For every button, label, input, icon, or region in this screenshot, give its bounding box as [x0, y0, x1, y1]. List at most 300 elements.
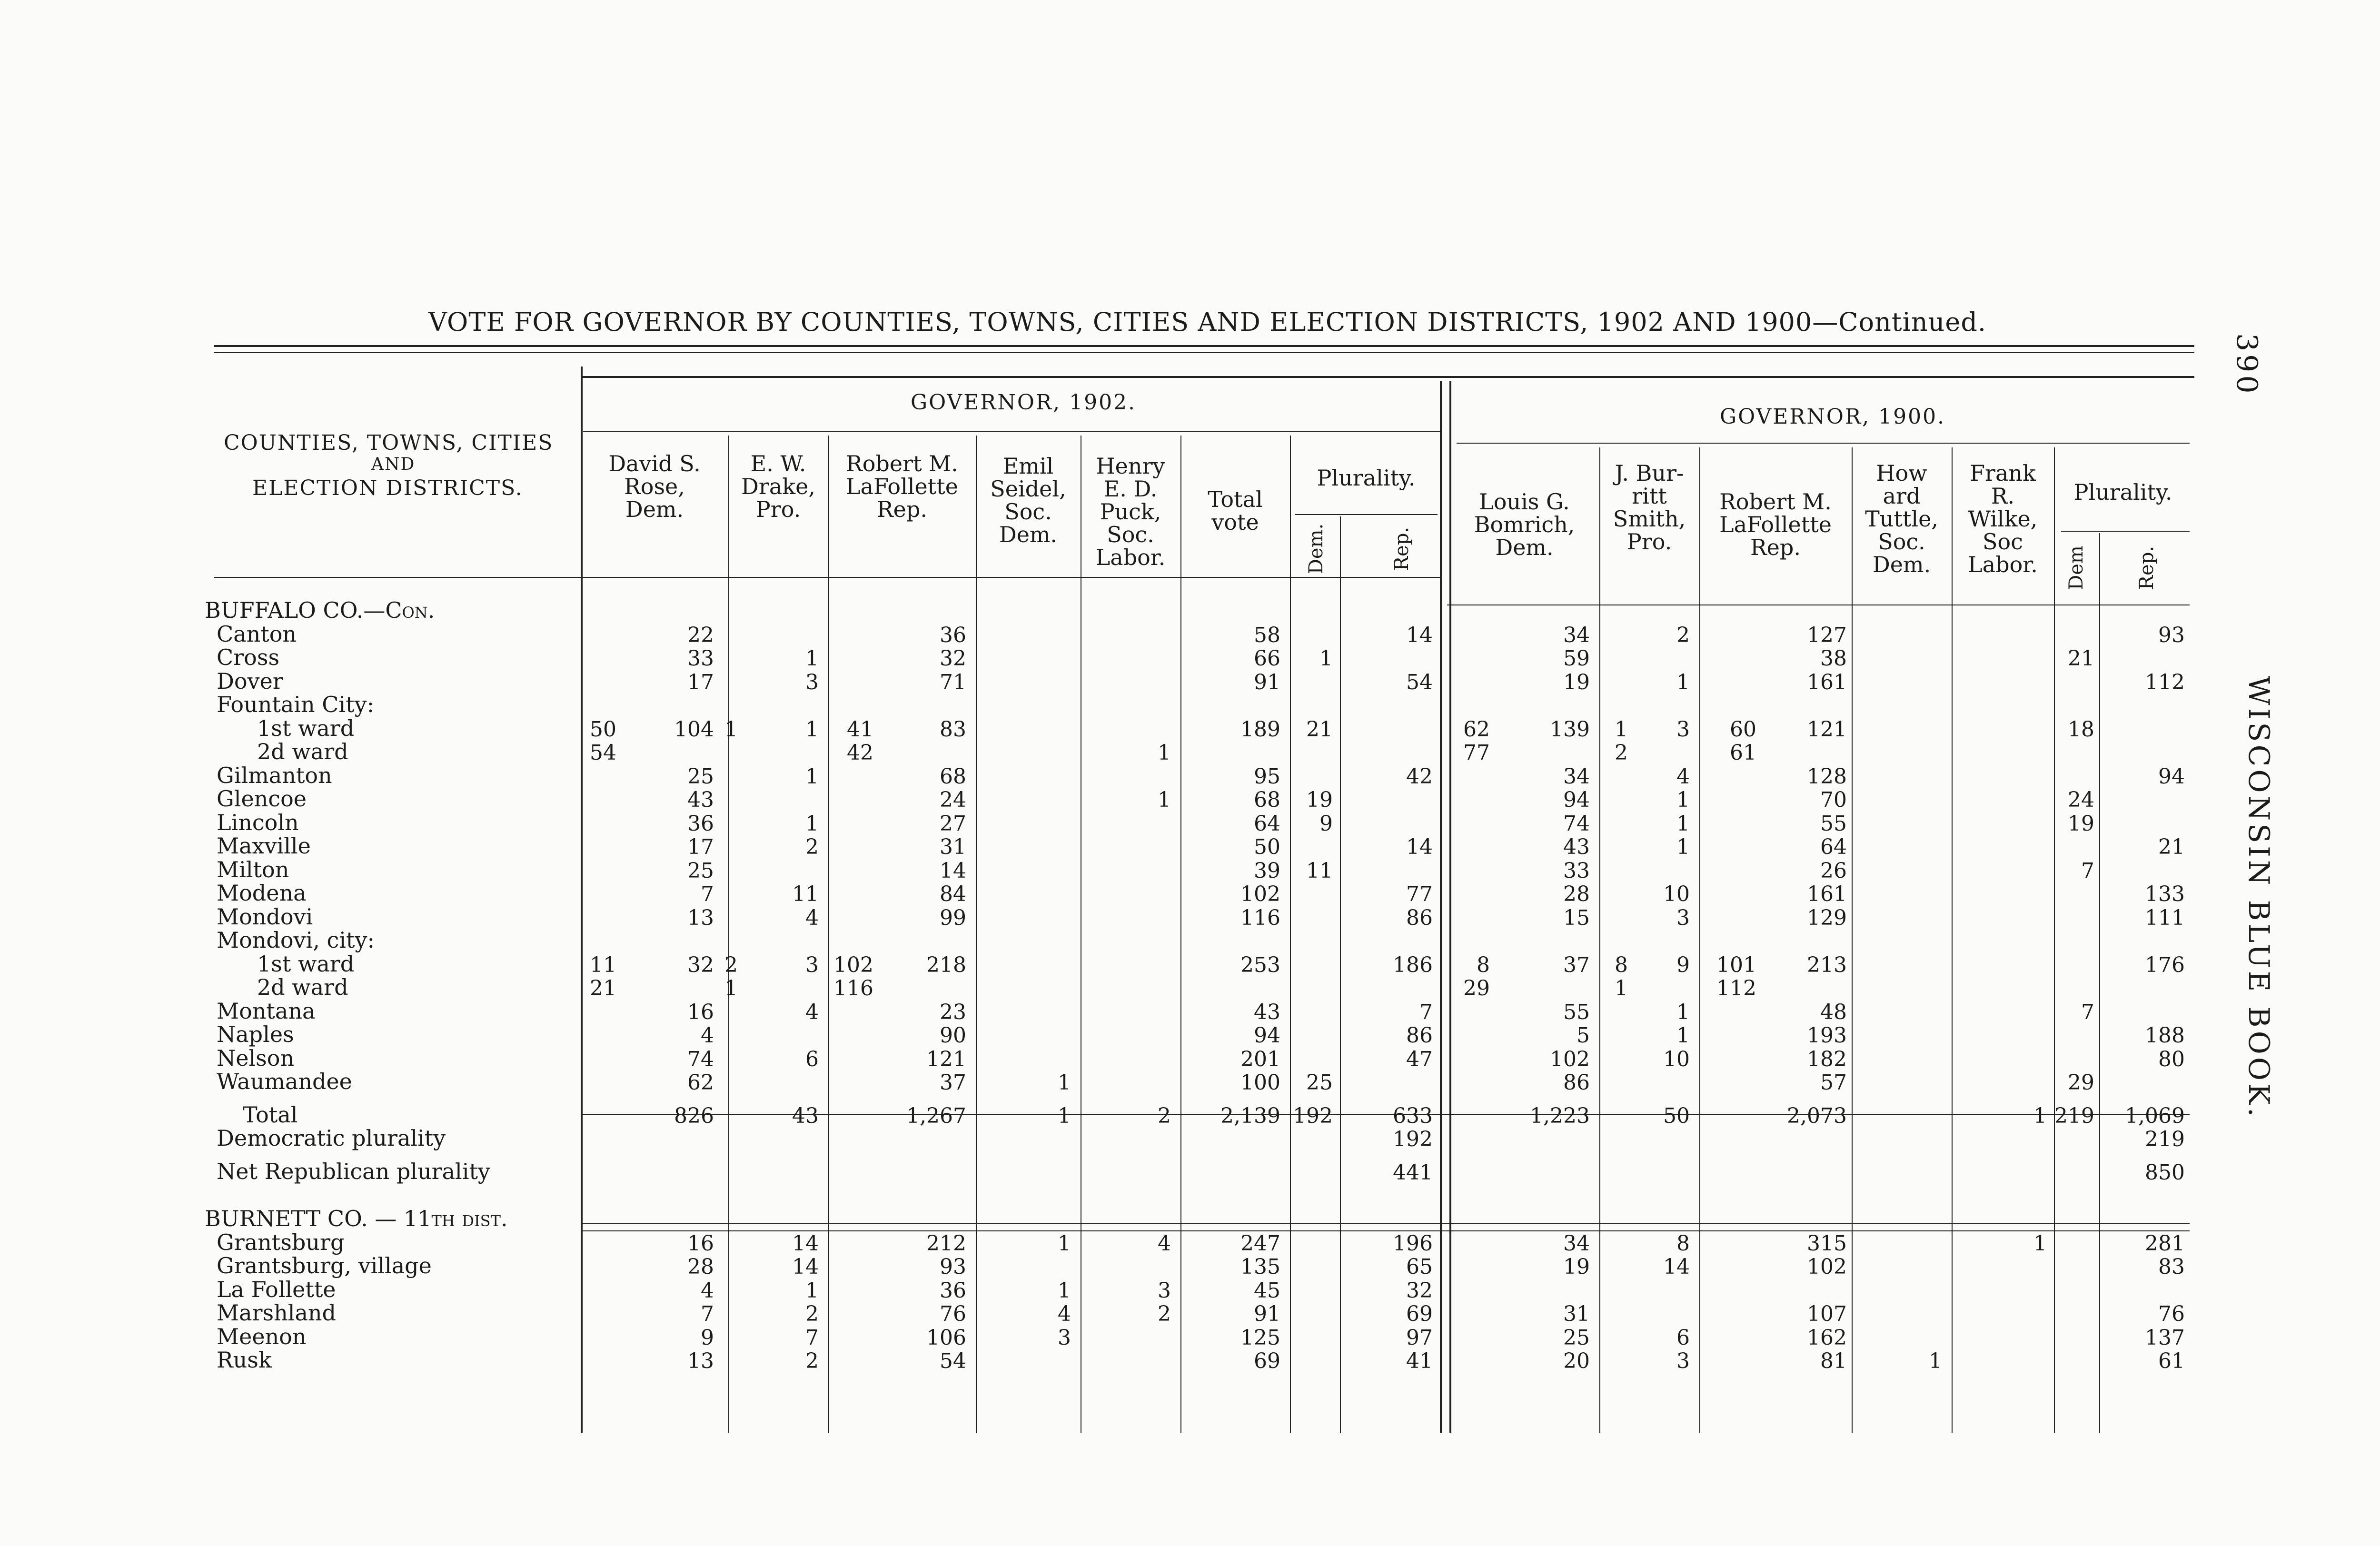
table-cell: 1 [1058, 1103, 1071, 1128]
row-label: Lincoln [217, 809, 299, 835]
table-cell: 1 [1676, 811, 1690, 836]
table-cell: 50 [1254, 835, 1280, 859]
y1902-col-header-3 [978, 455, 1078, 546]
table-cell: 19 [2068, 811, 2094, 836]
table-cell: 36 [687, 811, 714, 836]
y1900-col-header-3 [1854, 462, 1949, 576]
col-rule-7 [1290, 436, 1291, 1433]
y1902-col-header-4-line: Labor. [1095, 545, 1166, 570]
table-cell: 33 [687, 646, 714, 671]
table-cell: 80 [2158, 1047, 2185, 1071]
y1902-col-header-4 [1083, 455, 1178, 569]
table-cell: 83 [2158, 1255, 2185, 1279]
row-label: Grantsburg, village [217, 1253, 432, 1278]
table-cell: 128 [1807, 764, 1847, 789]
y1900-col-header-4-line: Soc [1983, 529, 2023, 555]
col-rule-1 [581, 367, 583, 1433]
table-cell: 13 [687, 905, 714, 930]
table-cell: 19 [1563, 1255, 1590, 1279]
y1900-col-header-0 [1452, 490, 1597, 559]
table-cell: 1 [805, 764, 819, 789]
table-cell: 10 [1663, 882, 1690, 906]
table-cell: 2 [724, 952, 738, 977]
table-cell: 189 [1240, 717, 1280, 742]
col-rule-15 [2054, 447, 2055, 1433]
table-cell: 77 [1406, 882, 1433, 906]
table-cell: 192 [1293, 1103, 1333, 1128]
table-cell: 6 [1676, 1325, 1690, 1350]
table-cell: 192 [1393, 1127, 1433, 1151]
y1900-col-header-1-line: Pro. [1626, 529, 1672, 555]
table-cell: 41 [1406, 1349, 1433, 1373]
y1902-col-header-3-line: Emil [1002, 453, 1054, 479]
table-cell: 34 [1563, 1231, 1590, 1256]
table-cell: 94 [1563, 788, 1590, 812]
table-cell: 62 [1463, 717, 1490, 742]
y1900-col-header-4-line: Frank [1970, 460, 2036, 486]
table-cell: 61 [2158, 1349, 2185, 1373]
table-cell: 24 [2068, 788, 2094, 812]
table-cell: 50 [590, 717, 616, 742]
row-label: Waumandee [217, 1069, 352, 1094]
total-rule [581, 1114, 2190, 1115]
table-cell: 139 [1550, 717, 1590, 742]
top-rule [214, 345, 2194, 347]
table-cell: 11 [590, 952, 616, 977]
table-cell: 47 [1406, 1047, 1433, 1071]
table-cell: 7 [701, 882, 714, 906]
table-cell: 62 [687, 1070, 714, 1095]
table-cell: 101 [1716, 952, 1756, 977]
dem-header-1900: Dem [2065, 545, 2087, 590]
table-cell: 65 [1406, 1255, 1433, 1279]
table-cell: 74 [1563, 811, 1590, 836]
table-cell: 1 [724, 976, 738, 1001]
table-cell: 7 [2081, 1000, 2094, 1024]
table-cell: 4 [1058, 1302, 1071, 1326]
table-cell: 54 [590, 741, 616, 765]
group-rule-1902 [583, 431, 1440, 432]
row-label: Total [243, 1101, 298, 1128]
dem-header-1902: Dem. [1305, 523, 1327, 575]
table-cell: 4 [701, 1278, 714, 1303]
table-cell: 1 [1676, 670, 1690, 694]
row-label: Cross [217, 644, 280, 670]
table-cell: 14 [1663, 1255, 1690, 1279]
table-cell: 315 [1807, 1231, 1847, 1256]
table-cell: 3 [805, 670, 819, 694]
table-cell: 6 [805, 1047, 819, 1071]
table-cell: 104 [674, 717, 714, 742]
county-heading: BURNETT CO. — 11th dist. [205, 1206, 508, 1231]
table-cell: 1 [805, 811, 819, 836]
table-cell: 3 [1676, 905, 1690, 930]
table-cell: 26 [1820, 858, 1847, 883]
table-cell: 36 [940, 1278, 966, 1303]
table-cell: 1,223 [1530, 1103, 1590, 1128]
table-cell: 16 [687, 1000, 714, 1024]
table-cell: 219 [2145, 1127, 2185, 1151]
table-cell: 161 [1807, 670, 1847, 694]
table-cell: 13 [687, 1349, 714, 1373]
group-header-1902: GOVERNOR, 1902. [910, 390, 1137, 415]
table-cell: 68 [940, 764, 966, 789]
group-header-1900: GOVERNOR, 1900. [1719, 405, 1946, 429]
col-rule-14 [1952, 447, 1953, 1433]
table-cell: 23 [940, 1000, 966, 1024]
table-cell: 186 [1393, 952, 1433, 977]
table-cell: 25 [687, 764, 714, 789]
table-cell: 20 [1563, 1349, 1590, 1373]
table-cell: 8 [1477, 952, 1490, 977]
y1900-col-header-4-line: Labor. [1968, 552, 2038, 577]
row-label: Fountain City: [217, 692, 375, 717]
y1902-col-header-4-line: Soc. [1107, 522, 1154, 547]
y1900-col-header-4 [1954, 462, 2052, 576]
table-cell: 54 [1406, 670, 1433, 694]
row-label: Mondovi, city: [217, 927, 375, 953]
table-cell: 3 [1058, 1325, 1071, 1350]
table-cell: 9 [1319, 811, 1333, 836]
table-cell: 1 [1615, 976, 1628, 1001]
table-cell: 8 [1615, 952, 1628, 977]
table-cell: 7 [701, 1302, 714, 1326]
y1900-col-header-2-line: Rep. [1750, 535, 1801, 560]
table-cell: 70 [1820, 788, 1847, 812]
table-cell: 219 [2054, 1103, 2094, 1128]
table-cell: 102 [1240, 882, 1280, 906]
table-cell: 69 [1406, 1302, 1433, 1326]
y1900-col-header-1-line: Smith, [1613, 506, 1686, 532]
table-cell: 102 [1807, 1255, 1847, 1279]
y1902-col-header-5 [1183, 488, 1288, 534]
table-cell: 43 [687, 788, 714, 812]
table-cell: 3 [1676, 717, 1690, 742]
row-label: 1st ward [257, 715, 355, 741]
table-cell: 135 [1240, 1255, 1280, 1279]
table-cell: 25 [687, 858, 714, 883]
table-cell: 34 [1563, 764, 1590, 789]
table-cell: 37 [1563, 952, 1590, 977]
table-cell: 162 [1807, 1325, 1847, 1350]
top-rule-3 [581, 376, 2194, 378]
row-label: Milton [217, 856, 289, 882]
table-cell: 21 [2158, 835, 2185, 859]
table-cell: 4 [1158, 1231, 1171, 1256]
y1902-col-header-0 [583, 452, 726, 521]
y1902-col-header-3-line: Seidel, [990, 476, 1066, 502]
table-cell: 2 [1676, 623, 1690, 647]
y1900-col-header-0-line: Bomrich, [1474, 512, 1575, 537]
table-cell: 54 [940, 1349, 966, 1373]
table-cell: 24 [940, 788, 966, 812]
group-rule-1900 [1457, 443, 2190, 444]
table-cell: 50 [1663, 1103, 1690, 1128]
y1902-col-header-5-line: Total [1208, 486, 1263, 512]
plurality-rule-1900 [2061, 531, 2190, 532]
y1902-col-header-0-line: David S. [608, 451, 701, 476]
table-cell: 94 [2158, 764, 2185, 789]
y1900-col-header-2-line: LaFollette [1719, 512, 1832, 537]
table-cell: 2 [805, 835, 819, 859]
table-cell: 176 [2145, 952, 2185, 977]
y1902-col-header-3-line: Dem. [999, 522, 1058, 547]
table-cell: 111 [2145, 905, 2185, 930]
y1902-col-header-1-line: E. W. [750, 451, 806, 476]
table-cell: 1 [724, 717, 738, 742]
y1902-col-header-2-line: Rep. [877, 496, 927, 522]
table-cell: 129 [1807, 905, 1847, 930]
y1900-col-header-2 [1702, 490, 1849, 559]
y1900-col-header-1-line: ritt [1632, 483, 1667, 509]
table-cell: 116 [1240, 905, 1280, 930]
table-cell: 16 [687, 1231, 714, 1256]
table-cell: 213 [1807, 952, 1847, 977]
table-cell: 107 [1807, 1302, 1847, 1326]
table-cell: 3 [1158, 1278, 1171, 1303]
y1902-col-header-2-line: LaFollette [846, 474, 958, 499]
y1900-col-header-4-line: Wilke, [1968, 506, 2038, 532]
table-cell: 7 [805, 1325, 819, 1350]
table-cell: 1 [1676, 1000, 1690, 1024]
table-cell: 212 [926, 1231, 966, 1256]
y1900-col-header-3-line: How [1876, 460, 1927, 486]
table-cell: 1 [2033, 1103, 2047, 1128]
table-cell: 17 [687, 670, 714, 694]
table-cell: 42 [847, 741, 873, 765]
counties-header-3: ELECTION DISTRICTS. [252, 476, 523, 500]
table-cell: 29 [1463, 976, 1490, 1001]
table-cell: 68 [1254, 788, 1280, 812]
table-cell: 1 [1058, 1070, 1071, 1095]
rep-header-1900: Rep. [2136, 545, 2158, 590]
col-rule-16 [2099, 533, 2100, 1433]
table-cell: 45 [1254, 1278, 1280, 1303]
table-cell: 1 [1676, 835, 1690, 859]
y1902-col-header-4-line: Henry [1096, 453, 1165, 479]
net-plurality-rule-2 [581, 1230, 2190, 1231]
y1900-col-header-2-line: Robert M. [1719, 489, 1832, 515]
row-label: Rusk [217, 1347, 272, 1373]
table-cell: 125 [1240, 1325, 1280, 1350]
y1900-col-header-0-line: Dem. [1495, 535, 1554, 560]
table-cell: 37 [940, 1070, 966, 1095]
col-rule-13 [1852, 447, 1853, 1433]
counties-header-1: COUNTIES, TOWNS, CITIES [224, 431, 554, 455]
plurality-header-1902: Plurality. [1317, 465, 1416, 491]
table-cell: 25 [1563, 1325, 1590, 1350]
table-cell: 21 [1306, 717, 1333, 742]
table-cell: 27 [940, 811, 966, 836]
table-cell: 121 [1807, 717, 1847, 742]
table-cell: 25 [1306, 1070, 1333, 1095]
table-cell: 64 [1254, 811, 1280, 836]
table-cell: 60 [1730, 717, 1756, 742]
y1902-col-header-0-line: Dem. [625, 496, 684, 522]
table-cell: 94 [1254, 1023, 1280, 1048]
running-head: WISCONSIN BLUE BOOK. [2242, 676, 2275, 1120]
table-cell: 14 [1406, 623, 1433, 647]
row-label: Mondovi [217, 903, 313, 930]
table-cell: 19 [1306, 788, 1333, 812]
table-cell: 2 [1158, 1302, 1171, 1326]
top-rule-2 [214, 352, 2194, 353]
table-cell: 1 [1615, 717, 1628, 742]
rep-header-1902: Rep. [1391, 526, 1413, 571]
table-cell: 32 [940, 646, 966, 671]
table-cell: 5 [1577, 1023, 1590, 1048]
table-cell: 31 [1563, 1302, 1590, 1326]
table-cell: 188 [2145, 1023, 2185, 1048]
table-cell: 14 [1406, 835, 1433, 859]
table-cell: 116 [833, 976, 873, 1001]
col-rule-12 [1699, 447, 1700, 1433]
col-rule-6 [1180, 436, 1181, 1433]
col-rule-10 [1449, 381, 1451, 1433]
table-cell: 1 [1319, 646, 1333, 671]
table-cell: 91 [1254, 670, 1280, 694]
table-cell: 1 [1158, 788, 1171, 812]
table-cell: 1 [1676, 788, 1690, 812]
table-cell: 43 [1563, 835, 1590, 859]
y1902-col-header-4-line: Puck, [1100, 499, 1161, 525]
net-plurality-rule [581, 1223, 2190, 1224]
plurality-header-1900: Plurality. [2073, 479, 2172, 505]
col-rule-11 [1599, 447, 1600, 1433]
table-cell: 28 [1563, 882, 1590, 906]
table-cell: 59 [1563, 646, 1590, 671]
table-cell: 133 [2145, 882, 2185, 906]
row-label: Canton [217, 621, 297, 647]
y1902-col-header-3-line: Soc. [1004, 499, 1052, 525]
table-cell: 127 [1807, 623, 1847, 647]
table-cell: 247 [1240, 1231, 1280, 1256]
table-cell: 2 [1158, 1103, 1171, 1128]
table-cell: 93 [2158, 623, 2185, 647]
table-cell: 4 [805, 905, 819, 930]
table-cell: 90 [940, 1023, 966, 1048]
table-cell: 11 [792, 882, 819, 906]
table-cell: 32 [1406, 1278, 1433, 1303]
y1902-col-header-1-line: Pro. [755, 496, 801, 522]
table-cell: 1 [1058, 1278, 1071, 1303]
table-cell: 441 [1393, 1160, 1433, 1185]
row-label: La Follette [217, 1276, 336, 1302]
row-label: Montana [217, 998, 316, 1024]
y1902-col-header-5-line: vote [1211, 509, 1259, 535]
row-label: Meenon [217, 1323, 307, 1349]
table-cell: 121 [926, 1047, 966, 1071]
table-cell: 28 [687, 1255, 714, 1279]
table-cell: 42 [1406, 764, 1433, 789]
table-cell: 95 [1254, 764, 1280, 789]
table-cell: 31 [940, 835, 966, 859]
table-cell: 71 [940, 670, 966, 694]
y1900-col-header-0-line: Louis G. [1479, 489, 1570, 515]
row-label: Naples [217, 1021, 294, 1047]
table-cell: 91 [1254, 1302, 1280, 1326]
table-cell: 66 [1254, 646, 1280, 671]
page-number: 390 [2230, 333, 2263, 396]
table-cell: 17 [687, 835, 714, 859]
table-cell: 33 [1563, 858, 1590, 883]
table-cell: 3 [805, 952, 819, 977]
y1902-col-header-2-line: Robert M. [846, 451, 958, 476]
table-cell: 106 [926, 1325, 966, 1350]
table-cell: 69 [1254, 1349, 1280, 1373]
counties-header-2: AND [371, 455, 416, 474]
table-cell: 58 [1254, 623, 1280, 647]
page-title: VOTE FOR GOVERNOR BY COUNTIES, TOWNS, CITIES AND ELECTION DISTRICTS, 1902 AND 1900—Continued. [428, 307, 1987, 337]
plurality-rule-1902 [1295, 514, 1438, 515]
table-cell: 1 [2033, 1231, 2047, 1256]
table-cell: 1 [1158, 741, 1171, 765]
row-label: Democratic plurality [217, 1125, 446, 1151]
row-label: Maxville [217, 833, 311, 859]
row-label: 2d ward [257, 739, 348, 764]
table-cell: 99 [940, 905, 966, 930]
table-cell: 14 [792, 1231, 819, 1256]
table-cell: 55 [1820, 811, 1847, 836]
y1900-col-header-3-line: ard [1883, 483, 1921, 509]
table-cell: 137 [2145, 1325, 2185, 1350]
table-cell: 86 [1406, 905, 1433, 930]
table-cell: 19 [1563, 670, 1590, 694]
table-cell: 81 [1820, 1349, 1847, 1373]
table-cell: 1 [805, 1278, 819, 1303]
table-cell: 253 [1240, 952, 1280, 977]
table-cell: 18 [2068, 717, 2094, 742]
table-cell: 8 [1676, 1231, 1690, 1256]
table-cell: 633 [1393, 1103, 1433, 1128]
table-cell: 55 [1563, 1000, 1590, 1024]
row-label: 2d ward [257, 974, 348, 1000]
table-cell: 21 [590, 976, 616, 1001]
table-cell: 4 [1676, 764, 1690, 789]
table-cell: 2 [1615, 741, 1628, 765]
table-cell: 93 [940, 1255, 966, 1279]
table-cell: 76 [2158, 1302, 2185, 1326]
table-cell: 196 [1393, 1231, 1433, 1256]
row-label: Net Republican plurality [217, 1158, 490, 1184]
table-cell: 34 [1563, 623, 1590, 647]
table-cell: 15 [1563, 905, 1590, 930]
row-label: 1st ward [257, 951, 355, 977]
row-label: Gilmanton [217, 762, 332, 788]
table-cell: 36 [940, 623, 966, 647]
y1900-col-header-4-line: R. [1991, 483, 2015, 509]
table-cell: 1 [1929, 1349, 1942, 1373]
table-cell: 826 [674, 1103, 714, 1128]
table-cell: 97 [1406, 1325, 1433, 1350]
table-cell: 77 [1463, 741, 1490, 765]
table-cell: 161 [1807, 882, 1847, 906]
table-cell: 32 [687, 952, 714, 977]
table-cell: 84 [940, 882, 966, 906]
y1902-col-header-4-line: E. D. [1103, 476, 1158, 502]
y1900-col-header-3-line: Dem. [1872, 552, 1931, 577]
y1902-col-header-1-line: Drake, [741, 474, 815, 499]
table-cell: 281 [2145, 1231, 2185, 1256]
table-cell: 3 [1676, 1349, 1690, 1373]
row-label: Nelson [217, 1045, 295, 1071]
table-cell: 10 [1663, 1047, 1690, 1071]
table-cell: 4 [805, 1000, 819, 1024]
table-cell: 9 [701, 1325, 714, 1350]
table-cell: 48 [1820, 1000, 1847, 1024]
table-cell: 74 [687, 1047, 714, 1071]
table-cell: 43 [1254, 1000, 1280, 1024]
